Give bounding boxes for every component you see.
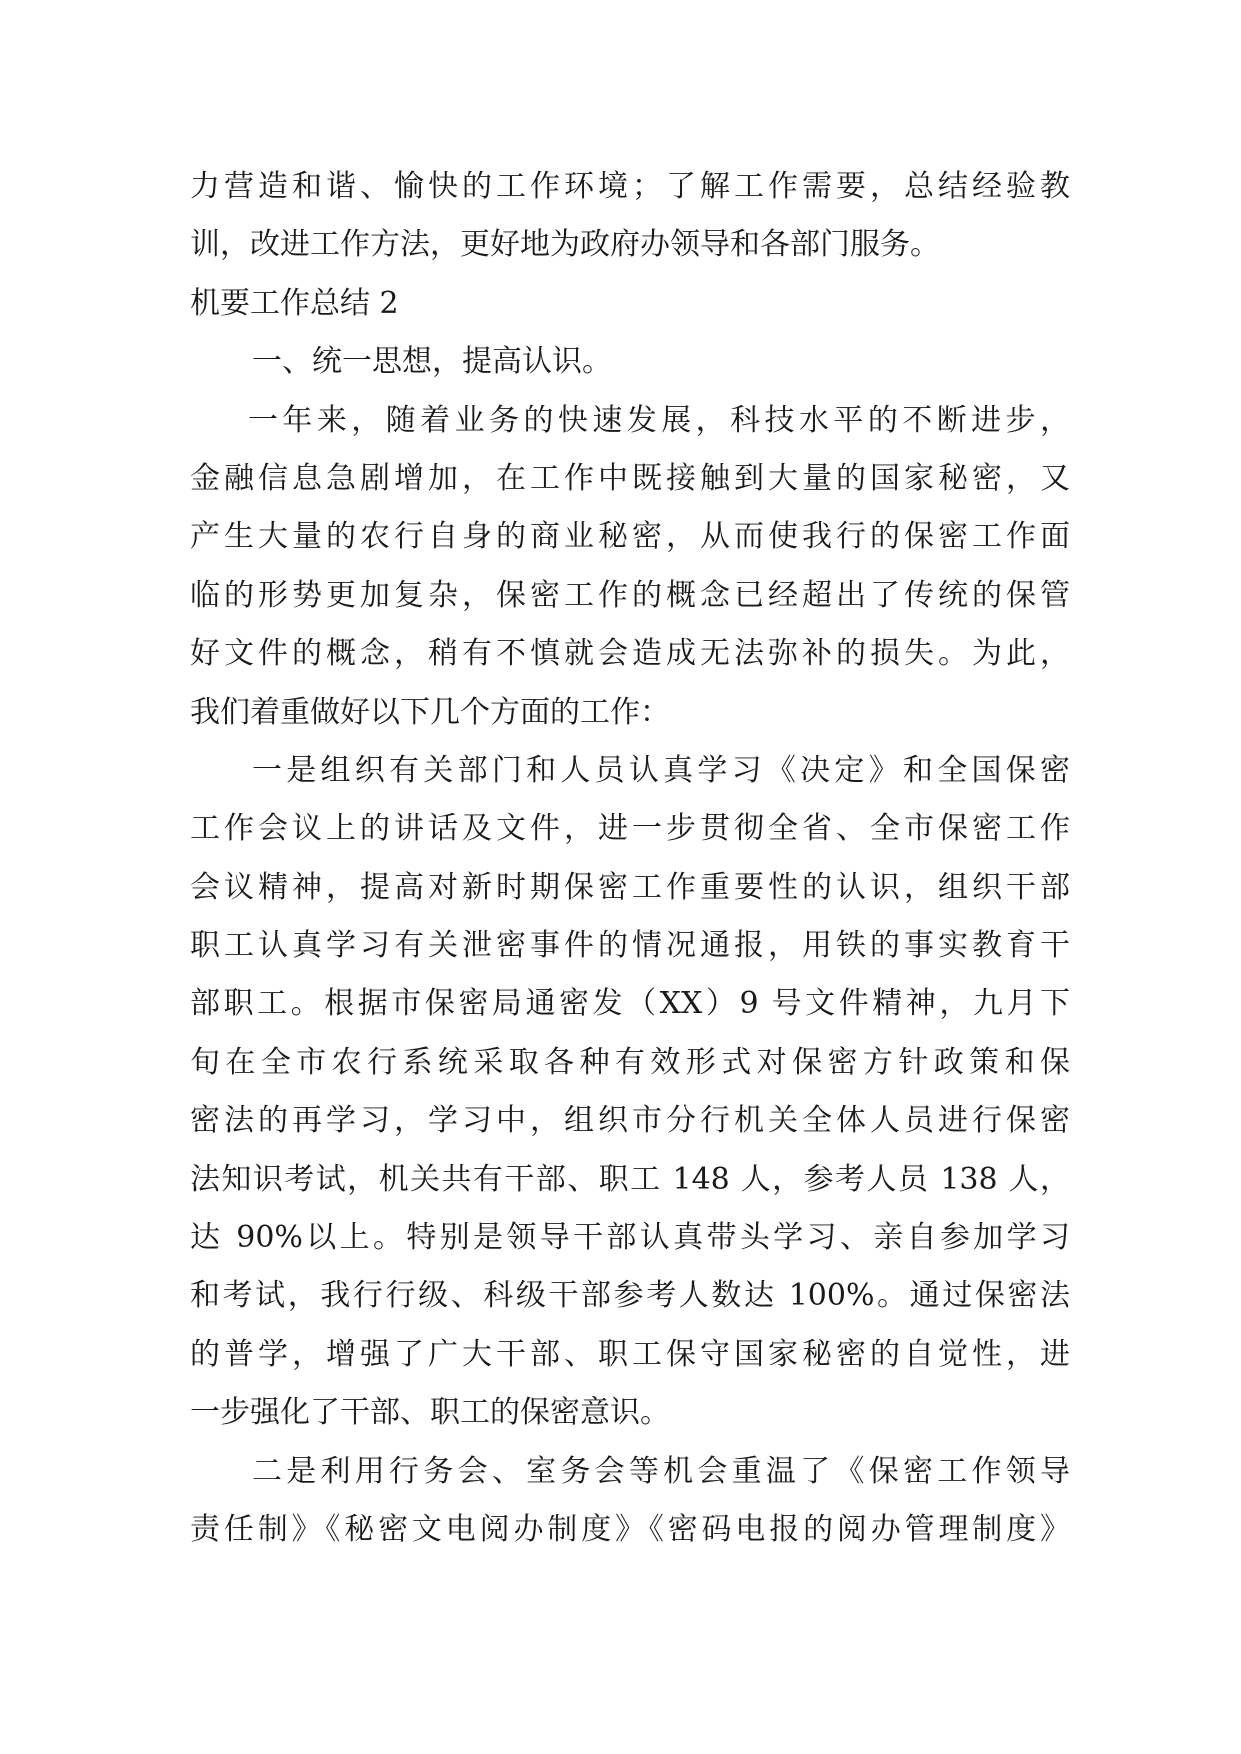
text-line: 一年来，随着业务的快速发展，科技水平的不断进步， [248, 402, 1070, 438]
text-line: 会议精神，提高对新时期保密工作重要性的认识，组织干部 [190, 869, 1070, 905]
text-line: 责任制》《秘密文电阅办制度》《密码电报的阅办管理制度》 [190, 1511, 1070, 1547]
text-line: 密法的再学习，学习中，组织市分行机关全体人员进行保密 [190, 1103, 1070, 1139]
text-line: 法知识考试，机关共有干部、职工 148 人，参考人员 138 人， [190, 1161, 1070, 1197]
text-line: 工作会议上的讲话及文件，进一步贯彻全省、全市保密工作 [190, 811, 1070, 847]
document-body [190, 158, 1070, 1559]
text-line: 产生大量的农行自身的商业秘密，从而使我行的保密工作面 [190, 519, 1070, 555]
text-line: 我们着重做好以下几个方面的工作： [190, 694, 670, 730]
text-line: 一步强化了干部、职工的保密意识。 [190, 1395, 670, 1431]
text-line: 部职工。根据市保密局通密发（XX）9 号文件精神，九月下 [190, 986, 1070, 1022]
text-line: 旬在全市农行系统采取各种有效形式对保密方针政策和保 [190, 1044, 1070, 1080]
section-heading: 机要工作总结 2 [190, 285, 399, 321]
text-line: 临的形势更加复杂，保密工作的概念已经超出了传统的保管 [190, 577, 1070, 613]
text-line: 和考试，我行行级、科级干部参考人数达 100%。通过保密法 [190, 1278, 1070, 1314]
text-line: 训，改进工作方法，更好地为政府办领导和各部门服务。 [190, 227, 940, 263]
text-line: 的普学，增强了广大干部、职工保守国家秘密的自觉性，进 [190, 1336, 1070, 1372]
text-line: 达 90%以上。特别是领导干部认真带头学习、亲自参加学习 [190, 1220, 1070, 1256]
text-line: 职工认真学习有关泄密事件的情况通报，用铁的事实教育干 [190, 928, 1070, 964]
text-line: 金融信息急剧增加，在工作中既接触到大量的国家秘密，又 [190, 460, 1070, 496]
text-line: 二是利用行务会、室务会等机会重温了《保密工作领导 [252, 1453, 1070, 1489]
text-line: 好文件的概念，稍有不慎就会造成无法弥补的损失。为此， [190, 636, 1070, 672]
text-line: 一、统一思想，提高认识。 [252, 344, 612, 380]
text-line: 一是组织有关部门和人员认真学习《决定》和全国保密 [252, 752, 1070, 788]
text-line: 力营造和谐、愉快的工作环境；了解工作需要，总结经验教 [190, 169, 1070, 204]
